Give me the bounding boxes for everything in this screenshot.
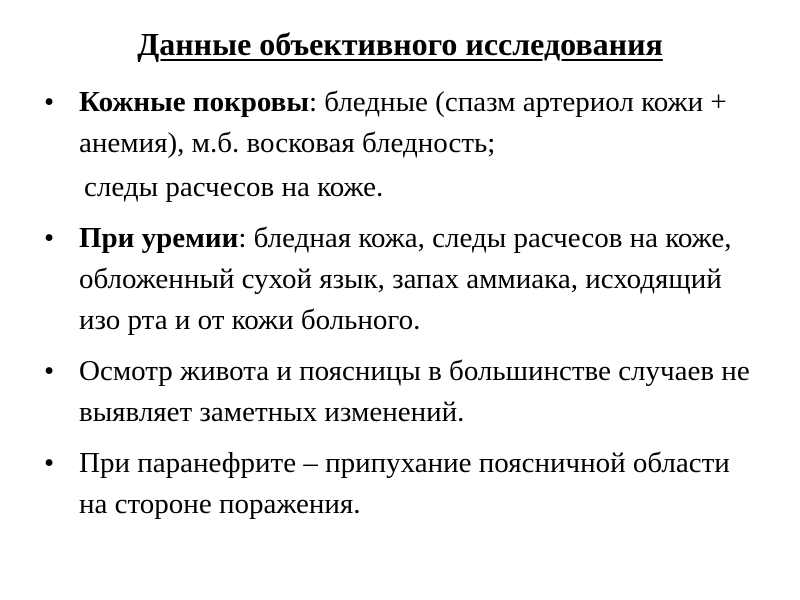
bullet-item-abdomen bbox=[44, 351, 764, 433]
bullet-marker: • bbox=[44, 355, 55, 387]
bullet-text: При паранефрите – припухание поясничной области на стороне поражения. bbox=[79, 447, 730, 520]
bullet-item-skin bbox=[44, 82, 764, 208]
bullet-list bbox=[44, 82, 764, 535]
bullet-marker: • bbox=[44, 86, 55, 118]
bullet-text: Осмотр живота и поясницы в большинстве случаев не выявляет заметных изменений. bbox=[79, 355, 750, 428]
bullet-term: Кожные покровы bbox=[79, 86, 309, 118]
bullet-marker: • bbox=[44, 447, 55, 479]
bullet-term: При уремии bbox=[79, 222, 239, 254]
slide-title: Данные объективного исследования bbox=[137, 26, 663, 62]
bullet-text: : бледные (спазм артериол кожи + анемия), м.б. восковая бледность; bbox=[79, 86, 727, 159]
bullet-item-uremia bbox=[44, 218, 764, 341]
bullet-continuation: следы расчесов на коже. bbox=[84, 171, 384, 203]
bullet-item-paranephritis bbox=[44, 443, 764, 525]
bullet-marker: • bbox=[44, 222, 55, 254]
bullet-text: : бледная кожа, следы расчесов на коже, обложенный сухой язык, запах аммиака, исходящий изо рта и от кожи больного. bbox=[79, 222, 732, 336]
